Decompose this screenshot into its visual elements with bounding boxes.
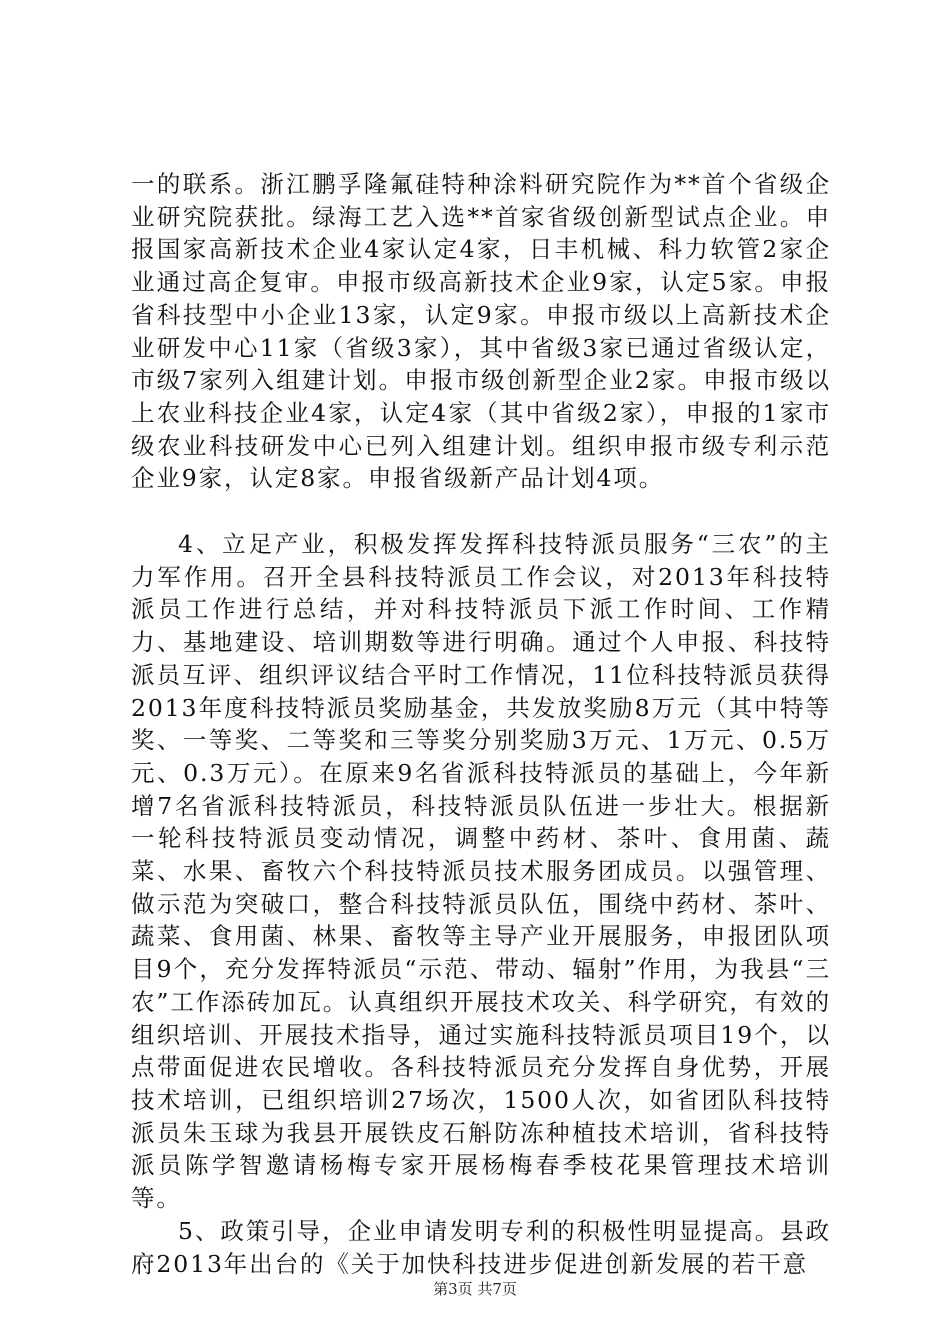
paragraph-continuation: 一的联系。浙江鹏孚隆氟硅特种涂料研究院作为**首个省级企业研究院获批。绿海工艺入选**首家省级创新型试点企业。申报国家高新技术企业4家认定4家，日丰机械、科力软管2家企业通过高企复审。申报市级高新技术企业9家，认定5家。申报省科技型中小企业13家，认定9家。申报市级以上高新技术企业研发中心11家（省级3家），其中省级3家已通过省级认定，市级7家列入组建计划。申报市级创新型企业2家。申报市级以上农业科技企业4家，认定4家（其中省级2家），申报的1家市级农业科技研发中心已列入组建计划。组织申报市级专利示范企业9家，认定8家。申报省级新产品计划4项。: [131, 170, 831, 493]
document-body: [131, 168, 831, 1280]
paragraph-item-5: 5、政策引导，企业申请发明专利的积极性明显提高。县政府2013年出台的《关于加快科技进步促进创新发展的若干意: [131, 1216, 831, 1278]
paragraph-item-4: 4、立足产业，积极发挥发挥科技特派员服务“三农”的主力军作用。召开全县科技特派员工作会议，对2013年科技特派员工作进行总结，并对科技特派员下派工作时间、工作精力、基地建设、培训期数等进行明确。通过个人申报、科技特派员互评、组织评议结合平时工作情况，11位科技特派员获得2013年度科技特派员奖励基金，共发放奖励8万元（其中特等奖、一等奖、二等奖和三等奖分别奖励3万元、1万元、0.5万元、0.3万元）。在原来9名省派科技特派员的基础上，今年新增7名省派科技特派员，科技特派员队伍进一步壮大。根据新一轮科技特派员变动情况，调整中药材、茶叶、食用菌、蔬菜、水果、畜牧六个科技特派员技术服务团成员。以强管理、做示范为突破口，整合科技特派员队伍，围绕中药材、茶叶、蔬菜、食用菌、林果、畜牧等主导产业开展服务，申报团队项目9个，充分发挥特派员“示范、带动、辐射”作用，为我县“三农”工作添砖加瓦。认真组织开展技术攻关、科学研究，有效的组织培训、开展技术指导，通过实施科技特派员项目19个，以点带面促进农民增收。各科技特派员充分发挥自身优势，开展技术培训，已组织培训27场次，1500人次，如省团队科技特派员朱玉球为我县开展铁皮石斛防冻种植技术培训，省科技特派员陈学智邀请杨梅专家开展杨梅春季枝花果管理技术培训等。: [131, 530, 831, 1213]
page-footer: 第3页 共7页: [433, 1280, 517, 1298]
